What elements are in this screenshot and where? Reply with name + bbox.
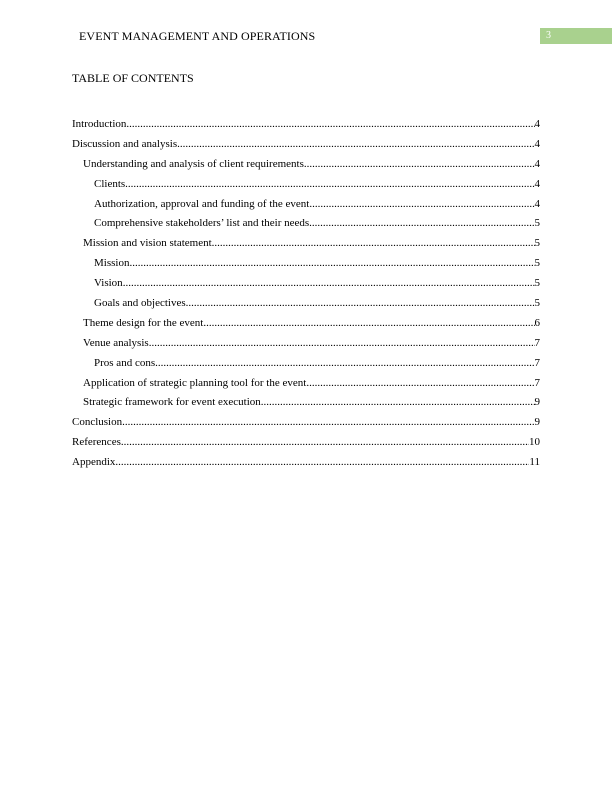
dot-leader xyxy=(115,456,529,468)
toc-entry-page: 4 xyxy=(534,137,540,150)
dot-leader xyxy=(304,158,535,170)
toc-entry[interactable] xyxy=(72,337,540,357)
toc-entry[interactable] xyxy=(72,436,540,456)
dot-leader xyxy=(203,317,534,329)
toc-entry[interactable] xyxy=(72,158,540,178)
toc-entry[interactable] xyxy=(72,118,540,138)
toc-entry-label: Understanding and analysis of client requirements xyxy=(83,157,304,170)
toc-entry-page: 10 xyxy=(529,436,540,449)
toc-entry-label: Comprehensive stakeholders’ list and their needs xyxy=(94,217,310,230)
toc-entry[interactable] xyxy=(72,217,540,237)
dot-leader xyxy=(261,396,535,408)
toc-entry[interactable] xyxy=(72,377,540,397)
toc-entry-label: Appendix xyxy=(72,456,116,469)
toc-entry-page: 4 xyxy=(534,177,540,190)
toc-entry-label: Introduction xyxy=(72,118,127,130)
toc-title: TABLE OF CONTENTS xyxy=(72,71,194,85)
toc-entry-page: 5 xyxy=(534,257,540,270)
dot-leader xyxy=(155,357,534,369)
dot-leader xyxy=(126,118,534,130)
page-number-badge: 3 xyxy=(540,28,612,44)
dot-leader xyxy=(125,178,534,190)
toc-entry-label: Clients xyxy=(94,177,126,190)
toc-entry-page: 7 xyxy=(534,376,540,389)
toc-entry-page: 5 xyxy=(534,217,540,230)
toc-entry[interactable] xyxy=(72,138,540,158)
toc-entry[interactable] xyxy=(72,297,540,317)
toc-entry[interactable] xyxy=(72,396,540,416)
toc-entry-page: 5 xyxy=(534,237,540,250)
dot-leader xyxy=(212,237,535,249)
toc-entry-label: Pros and cons xyxy=(94,356,156,369)
toc-entry[interactable] xyxy=(72,198,540,218)
toc-entry[interactable] xyxy=(72,237,540,257)
toc-entry-page: 4 xyxy=(534,118,540,130)
running-header-title: EVENT MANAGEMENT AND OPERATIONS xyxy=(79,29,316,43)
toc-entry[interactable] xyxy=(72,178,540,198)
toc-entry-page: 6 xyxy=(534,316,540,329)
toc-entry[interactable] xyxy=(72,317,540,337)
toc-entry-label: Venue analysis xyxy=(83,336,149,349)
toc-entry-page: 7 xyxy=(534,356,540,369)
dot-leader xyxy=(309,217,534,229)
toc-entry[interactable] xyxy=(72,257,540,277)
toc-entry-label: Discussion and analysis xyxy=(72,137,178,150)
toc-entry-label: Authorization, approval and funding of the event xyxy=(94,197,310,210)
toc-entry[interactable] xyxy=(72,357,540,377)
dot-leader xyxy=(121,436,529,448)
toc-entry-label: Vision xyxy=(94,277,123,290)
dot-leader xyxy=(123,277,535,289)
dot-leader xyxy=(122,416,534,428)
dot-leader xyxy=(306,377,534,389)
toc-entry[interactable] xyxy=(72,277,540,297)
dot-leader xyxy=(186,297,535,309)
toc-entry-label: Theme design for the event xyxy=(83,316,204,329)
toc-entry-page: 5 xyxy=(534,277,540,290)
dot-leader xyxy=(177,138,534,150)
toc-entry-page: 9 xyxy=(534,396,540,409)
toc-entry-page: 9 xyxy=(534,416,540,429)
toc-entry-page: 7 xyxy=(534,336,540,349)
toc-entry[interactable] xyxy=(72,416,540,436)
dot-leader xyxy=(309,198,534,210)
toc-entry-page: 11 xyxy=(529,456,540,469)
dot-leader xyxy=(129,257,534,269)
dot-leader xyxy=(149,337,535,349)
toc-entry-label: Mission and vision statement xyxy=(83,237,212,250)
toc-entry-label: Mission xyxy=(94,257,130,270)
toc-entry-label: Conclusion xyxy=(72,416,123,429)
toc-entry-page: 4 xyxy=(534,197,540,210)
toc-entry-label: Goals and objectives xyxy=(94,297,186,310)
toc-entry-label: References xyxy=(72,436,121,449)
toc-entry[interactable] xyxy=(72,456,540,476)
toc-entry-page: 5 xyxy=(534,297,540,310)
toc-entry-page: 4 xyxy=(534,157,540,170)
toc-list xyxy=(72,118,540,476)
toc-entry-label: Strategic framework for event execution xyxy=(83,396,261,409)
toc-entry-label: Application of strategic planning tool for the event xyxy=(83,376,307,389)
